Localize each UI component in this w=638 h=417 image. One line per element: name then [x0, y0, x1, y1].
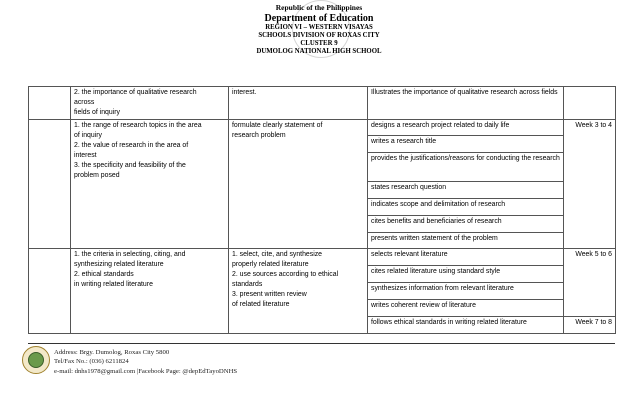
content-line: of inquiry [74, 132, 102, 139]
standards-cell [229, 87, 368, 120]
content-line: 3. the specificity and feasibility of the [74, 162, 186, 169]
content-cell [71, 120, 229, 249]
competency-cell: indicates scope and delimitation of research [368, 199, 564, 216]
competency-cell: provides the justifications/reasons for conducting the research [368, 153, 564, 182]
competency-cell: follows ethical standards in writing related literature [368, 317, 564, 334]
footer-contact-block [54, 348, 237, 376]
content-line: fields of inquiry [74, 109, 120, 116]
standards-line: 1. select, cite, and synthesize [232, 251, 323, 258]
table-row [29, 249, 616, 266]
footer-telfax: Tel/Fax No.: (036) 6211824 [54, 358, 129, 366]
blank-cell [29, 120, 71, 249]
competency-cell: selects relevant literature [368, 249, 564, 266]
content-line: 2. ethical standards [74, 271, 134, 278]
header-republic: Republic of the Philippines [275, 3, 363, 12]
header-cluster: CLUSTER 9 [300, 39, 338, 47]
blank-cell [29, 249, 71, 334]
content-line: 2. the value of research in the area of [74, 142, 189, 149]
content-line: across [74, 99, 95, 106]
content-line: 2. the importance of qualitative research [74, 89, 197, 96]
standards-line: formulate clearly statement of [232, 122, 323, 129]
standards-line: research problem [232, 132, 286, 139]
week-cell [564, 87, 616, 120]
competency-cell: Illustrates the importance of qualitative research across fields [368, 87, 564, 120]
blank-cell [29, 87, 71, 120]
competency-cell: cites benefits and beneficiaries of research [368, 216, 564, 233]
standards-line: interest. [232, 89, 257, 96]
standards-line: properly related literature [232, 261, 309, 268]
content-line: synthesizing related literature [74, 261, 164, 268]
competency-cell: designs a research project related to daily life [368, 120, 564, 136]
standards-line: 2. use sources according to ethical [232, 271, 339, 278]
competency-cell: states research question [368, 182, 564, 199]
document-header [0, 4, 638, 55]
footer-divider [28, 343, 615, 344]
header-school: DUMOLOG NATIONAL HIGH SCHOOL [256, 47, 382, 55]
table-row [29, 87, 616, 120]
week-cell: Week 3 to 4 [564, 120, 616, 249]
standards-cell [229, 249, 368, 334]
week-cell: Week 7 to 8 [564, 317, 616, 334]
header-department: Department of Education [264, 12, 374, 24]
content-cell [71, 87, 229, 120]
content-line: 1. the range of research topics in the area [74, 122, 202, 129]
footer-address: Address: Brgy. Dumolog, Roxas City 5800 [54, 349, 170, 356]
competency-cell: presents written statement of the problem [368, 233, 564, 249]
content-line: 1. the criteria in selecting, citing, and [74, 251, 186, 258]
competency-cell: writes coherent review of literature [368, 300, 564, 317]
school-seal-icon [22, 346, 50, 374]
content-line: in writing related literature [74, 281, 153, 288]
standards-line: of related literature [232, 301, 290, 308]
footer-contact: e-mail: dnhs1978@gmail.com |Facebook Page: @depEdTayoDNHS [54, 367, 238, 375]
table-row [29, 120, 616, 136]
competency-cell: writes a research title [368, 136, 564, 153]
standards-line: 3. present written review [232, 291, 307, 298]
standards-cell [229, 120, 368, 249]
curriculum-guide-table [28, 86, 616, 334]
content-line: interest [74, 152, 97, 159]
standards-line: standards [232, 281, 263, 288]
competency-cell: cites related literature using standard style [368, 266, 564, 283]
week-cell: Week 5 to 6 [564, 249, 616, 317]
competency-cell: synthesizes information from relevant literature [368, 283, 564, 300]
header-division: SCHOOLS DIVISION OF ROXAS CITY [258, 31, 380, 39]
content-line: problem posed [74, 172, 120, 179]
content-cell [71, 249, 229, 334]
header-region: REGION VI – WESTERN VISAYAS [265, 24, 373, 32]
